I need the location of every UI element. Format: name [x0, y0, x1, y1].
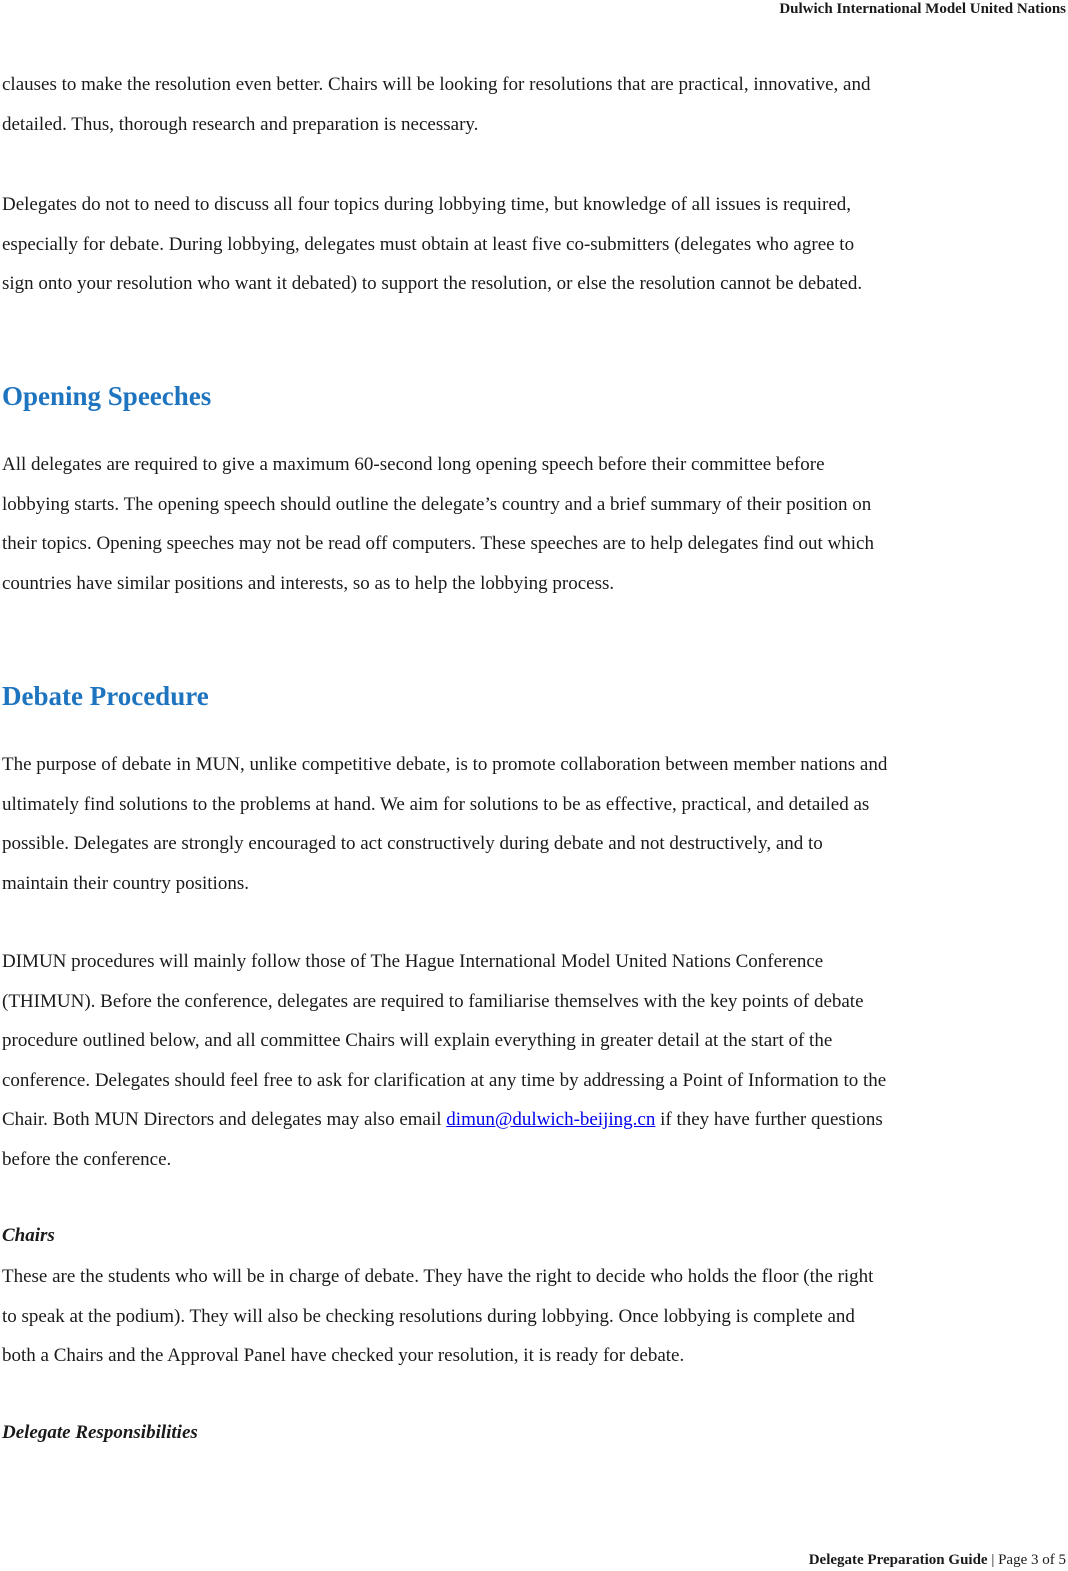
- text-line: especially for debate. During lobbying, delegates must obtain at least five co-submitters (delegates who agree to: [2, 233, 855, 255]
- text-line: to speak at the podium). They will also be checking resolutions during lobbying. Once lobbying is complete and: [2, 1305, 855, 1327]
- text-line: before the conference.: [2, 1148, 172, 1170]
- text-line: maintain their country positions.: [2, 872, 249, 894]
- text-line: if they have further questions: [655, 1109, 883, 1130]
- text-line: sign onto your resolution who want it debated) to support the resolution, or else the resolution cannot be debated.: [2, 273, 863, 294]
- text-line: detailed. Thus, thorough research and preparation is necessary.: [2, 113, 479, 135]
- text-line: All delegates are required to give a maximum 60-second long opening speech before their committee before: [2, 454, 825, 475]
- text-line: ultimately find solutions to the problems at hand. We aim for solutions to be as effective, practical, and detailed as: [2, 793, 870, 815]
- subheading-delegate-responsibilities: Delegate Responsibilities: [2, 1422, 198, 1443]
- text-line: both a Chairs and the Approval Panel have checked your resolution, it is ready for debate.: [2, 1345, 685, 1366]
- text-line: Delegates do not to need to discuss all four topics during lobbying time, but knowledge of all issues is required,: [2, 194, 852, 215]
- text-line: conference. Delegates should feel free to ask for clarification at any time by addressing a Point of Information to the: [2, 1069, 887, 1091]
- text-line: Chair. Both MUN Directors and delegates may also email: [2, 1109, 447, 1130]
- text-line: (THIMUN). Before the conference, delegates are required to familiarise themselves with the key points of debate: [2, 990, 864, 1012]
- debate-procedure-paragraph-2: [2, 942, 886, 1179]
- chairs-paragraph: [2, 1257, 873, 1376]
- intro-paragraph-1: [2, 65, 870, 144]
- opening-speeches-paragraph: [2, 445, 874, 603]
- text-line: lobbying starts. The opening speech should outline the delegate’s country and a brief summary of their position on: [2, 493, 872, 515]
- page-footer: [809, 1551, 1066, 1569]
- footer-separator: |: [987, 1552, 999, 1568]
- text-line: procedure outlined below, and all committee Chairs will explain everything in greater detail at the start of the: [2, 1030, 833, 1051]
- heading-opening-speeches: Opening Speeches: [2, 381, 212, 411]
- debate-procedure-paragraph-1: [2, 745, 887, 903]
- text-line: DIMUN procedures will mainly follow those of The Hague International Model United Nations Conference: [2, 951, 824, 972]
- text-line: The purpose of debate in MUN, unlike competitive debate, is to promote collaboration between member nations and: [2, 754, 888, 775]
- subheading-chairs: Chairs: [2, 1225, 55, 1246]
- page-header: Dulwich International Model United Nations: [779, 1, 1066, 17]
- text-line: clauses to make the resolution even better. Chairs will be looking for resolutions that are practical, innovative, and: [2, 74, 871, 95]
- text-line: possible. Delegates are strongly encouraged to act constructively during debate and not destructively, and to: [2, 833, 823, 854]
- text-line: their topics. Opening speeches may not be read off computers. These speeches are to help delegates find out which: [2, 533, 874, 554]
- heading-debate-procedure: Debate Procedure: [2, 681, 209, 711]
- footer-doc-title: Delegate Preparation Guide: [808, 1552, 988, 1568]
- text-line: These are the students who will be in charge of debate. They have the right to decide who holds the floor (the right: [2, 1266, 874, 1287]
- text-line: countries have similar positions and interests, so as to help the lobbying process.: [2, 572, 615, 594]
- email-link[interactable]: dimun@dulwich-beijing.cn: [446, 1109, 656, 1130]
- intro-paragraph-2: [2, 185, 862, 304]
- footer-page-number: Page 3 of 5: [998, 1552, 1066, 1568]
